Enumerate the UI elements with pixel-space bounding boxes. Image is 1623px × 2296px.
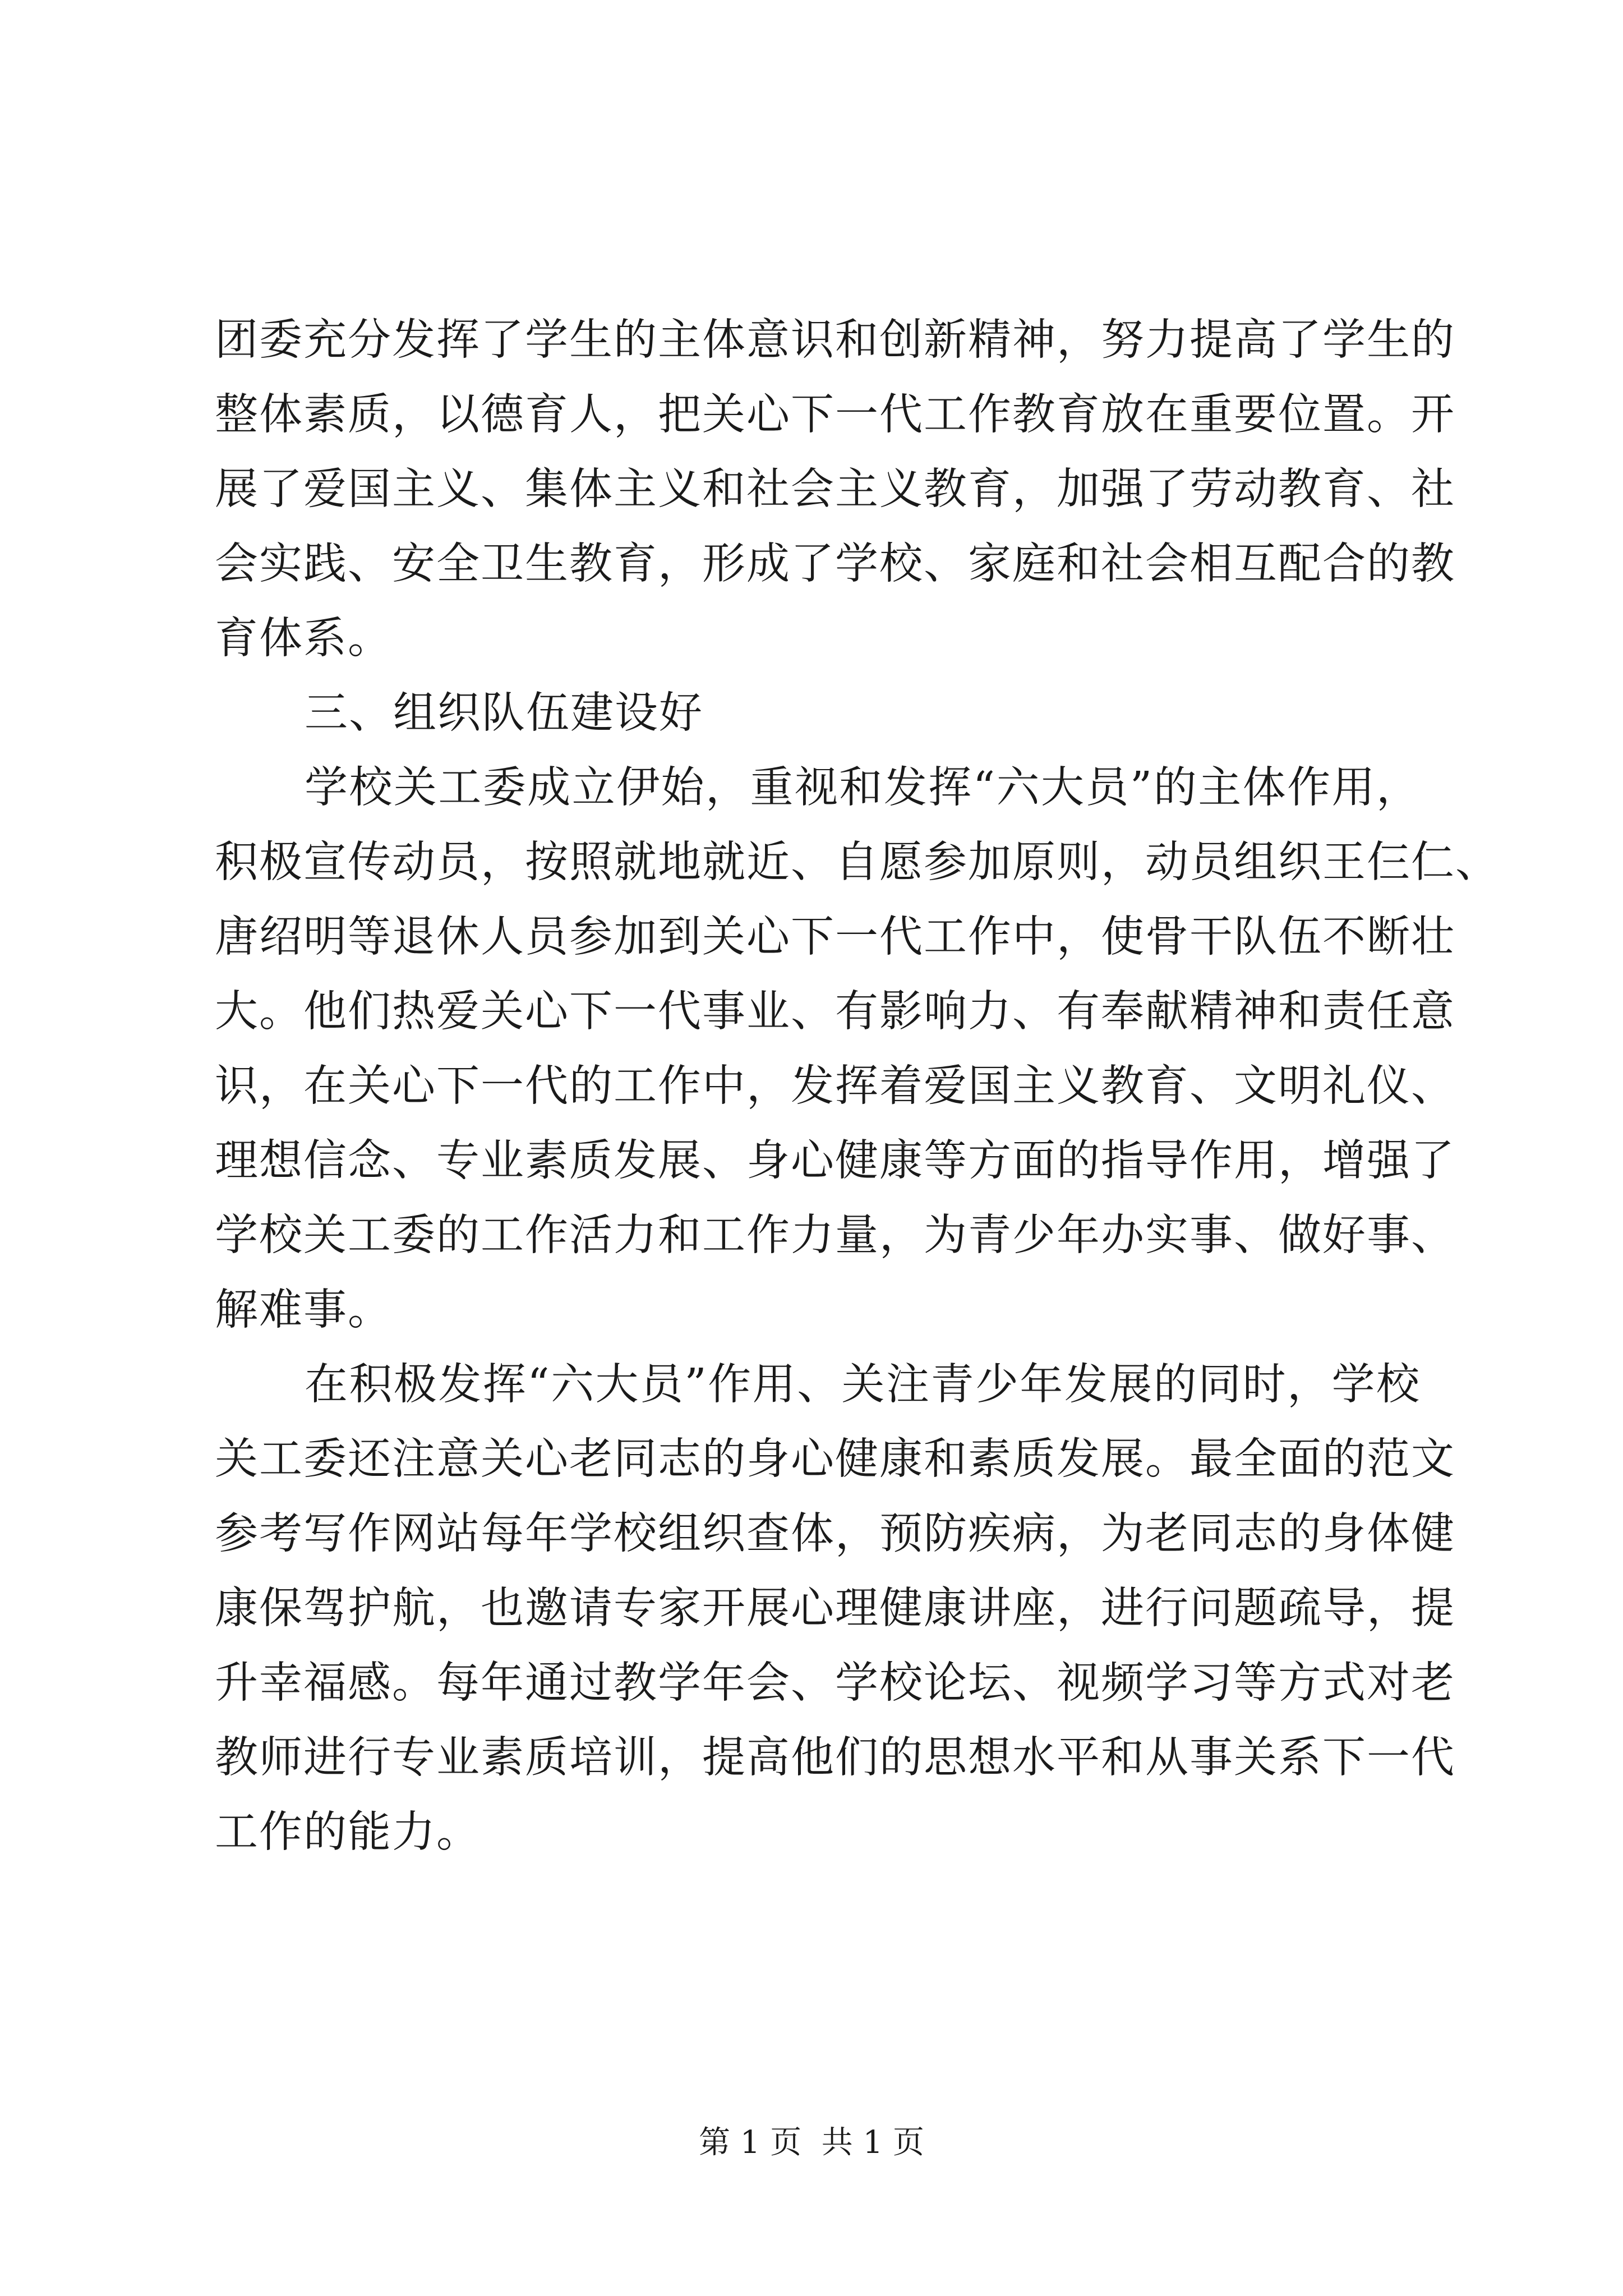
page-footer: 第 1 页 共 1 页 bbox=[698, 2124, 925, 2161]
document-body bbox=[215, 303, 1500, 1870]
text-line: 关工委还注意关心老同志的身心健康和素质发展。最全面的范文 bbox=[215, 1434, 1455, 1484]
text-line: 团委充分发挥了学生的主体意识和创新精神，努力提高了学生的 bbox=[215, 315, 1455, 365]
text-line: 会实践、安全卫生教育，形成了学校、家庭和社会相互配合的教 bbox=[215, 539, 1455, 589]
text-line: 唐绍明等退休人员参加到关心下一代工作中，使骨干队伍不断壮 bbox=[215, 912, 1455, 962]
text-line: 学校关工委的工作活力和工作力量，为青少年办实事、做好事、 bbox=[215, 1211, 1455, 1260]
text-line: 育体系。 bbox=[215, 614, 392, 664]
text-line: 升幸福感。每年通过教学年会、学校论坛、视频学习等方式对老 bbox=[215, 1658, 1455, 1708]
text-line: 大。他们热爱关心下一代事业、有影响力、有奉献精神和责任意 bbox=[215, 987, 1455, 1037]
text-line: 学校关工委成立伊始，重视和发挥“六大员”的主体作用， bbox=[305, 763, 1421, 813]
text-line: 理想信念、专业素质发展、身心健康等方面的指导作用，增强了 bbox=[215, 1136, 1455, 1186]
text-line: 教师进行专业素质培训，提高他们的思想水平和从事关系下一代 bbox=[215, 1733, 1455, 1783]
text-line: 工作的能力。 bbox=[215, 1807, 481, 1857]
text-line: 整体素质，以德育人，把关心下一代工作教育放在重要位置。开 bbox=[215, 390, 1455, 440]
text-line: 参考写作网站每年学校组织查体，预防疾病，为老同志的身体健 bbox=[215, 1509, 1455, 1559]
text-line: 展了爱国主义、集体主义和社会主义教育，加强了劳动教育、社 bbox=[215, 464, 1455, 514]
text-line: 识，在关心下一代的工作中，发挥着爱国主义教育、文明礼仪、 bbox=[215, 1061, 1455, 1111]
text-line: 康保驾护航，也邀请专家开展心理健康讲座，进行问题疏导，提 bbox=[215, 1584, 1455, 1634]
section-heading: 三、组织队伍建设好 bbox=[305, 688, 703, 738]
text-line: 在积极发挥“六大员”作用、关注青少年发展的同时，学校 bbox=[305, 1360, 1421, 1410]
text-line: 积极宣传动员，按照就地就近、自愿参加原则，动员组织王仨仁、 bbox=[215, 838, 1500, 887]
text-line: 解难事。 bbox=[215, 1285, 392, 1335]
